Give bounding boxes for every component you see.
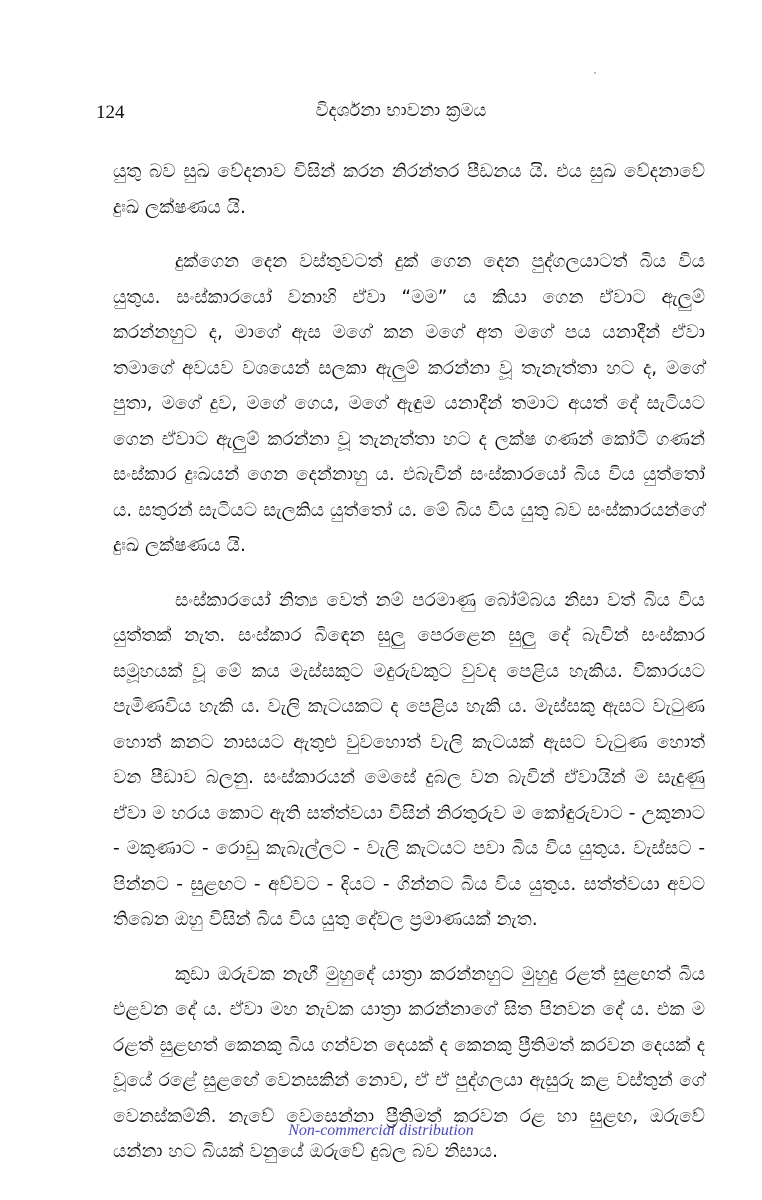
paragraph-1: යුතු බව සුඛ වේදනාව විසින් කරන නිරන්තර පීඩනය යි. එය සුඛ වේදනාවේ දුඃඛ ලක්ෂණය යි. — [113, 161, 705, 218]
paragraph-3: සංස්කාරයෝ නිත්‍ය වෙත් නම් පරමාණු බෝම්බය නිසා වත් බිය විය යුත්තක් නැත. සංස්කාර බිඳෙන සුලු පෙරළෙන සුලු දේ බැවින් සංස්කාර සමූහයක් වූ මේ කය මැස්සකුට මදුරුවකුට වුවද පෙළිය හැකිය. විකාරයට පැමිණවිය හැකි ය. වැලි කැටයකට ද පෙළිය හැකි ය. මැස්සකු ඇසට වැටුණ හොත් කනට නාසයට ඇතුළු වුවහොත් වැලි කැටයක් ඇසට වැටුණ හොත් වන පීඩාව බලනු. සංස්කාරයන් මෙසේ දුබල වන බැවින් ඒවායින් ම සැදුණු ඒවා ම හරය කොට ඇති සත්ත්වයා විසින් නිරතුරුව ම කෝඳුරුවාට - උකුනාට - මකුණාට - රොඩු කැබැල්ලට - වැලි කැටයට පවා බිය විය යුතුය. වැස්සට - පින්නට - සුළඟට - අව්වට - දියට - ගින්නට බිය විය යුතුය. සත්ත්වයා අවට තිබෙන ඔහු විසින් බිය විය යුතු දේවල ප්‍රමාණයක් නැත. — [113, 589, 705, 930]
body-text — [113, 154, 705, 1189]
page-header — [96, 100, 706, 130]
distribution-notice: Non-commercial distribution — [288, 1122, 474, 1139]
paragraph-4: කුඩා ඔරුවක නැඟී මුහුදේ යාත්‍රා කරන්නහුට මුහුදු රළත් සුළඟත් බිය එළවන දේ ය. ඒවා මහ නැවක යාත්‍රා කරන්නාගේ සිත පිනවන දේ ය. එක ම රළත් සුළඟත් කෙනකු බිය ගන්වන දෙයක් ද කෙනකු ප්‍රීතිමත් කරවන දෙයක් ද වූයේ රළේ සුළඟේ වෙනසකින් නොව, ඒ ඒ පුද්ගලයා ඇසුරු කළ වස්තුන් ගේ වෙනස්කම්නි. නැවේ වෙසෙන්නා ප්‍රීතිමත් කරවන රළ හා සුළඟ, ඔරුවේ යන්නා හට බියක් වනුයේ ඔරුවේ දුබල බව නිසාය. — [113, 963, 705, 1162]
scan-speck — [594, 72, 596, 74]
page-number: 124 — [96, 102, 125, 123]
running-title: විදර්ශනා භාවනා ක්‍රමය — [315, 100, 487, 121]
paragraph-2: දුක්ගෙන දෙන වස්තුවටත් දුක් ගෙන දෙන පුද්ගලයාටත් බිය විය යුතුය. සංස්කාරයෝ වනාහි ඒවා “මම” ය කියා ගෙන ඒවාට ඇලුම් කරන්නහුට ද, මාගේ ඇස මගේ කන මගේ අත මගේ පය යනාදීන් ඒවා තමාගේ අවයව වශයෙන් සලකා ඇලුම් කරන්නා වූ තැනැත්තා හට ද, මගේ පුතා, මගේ දුව, මගේ ගෙය, මගේ ඇඳුම යනාදීන් තමාට අයත් දේ සැටියට ගෙන ඒවාට ඇලුම් කරන්නා වූ තැනැත්තා හට ද ලක්ෂ ගණන් කෝටි ගණන් සංස්කාර දුඃඛයන් ගෙන දෙන්නාහු ය. එබැවින් සංස්කාරයෝ බිය විය යුත්තෝ ය. සතුරන් සැටියට සැලකිය යුත්තෝ ය. මේ බිය විය යුතු බව සංස්කාරයන්ගේ දුඃඛ ලක්ෂණය යි. — [113, 251, 705, 556]
